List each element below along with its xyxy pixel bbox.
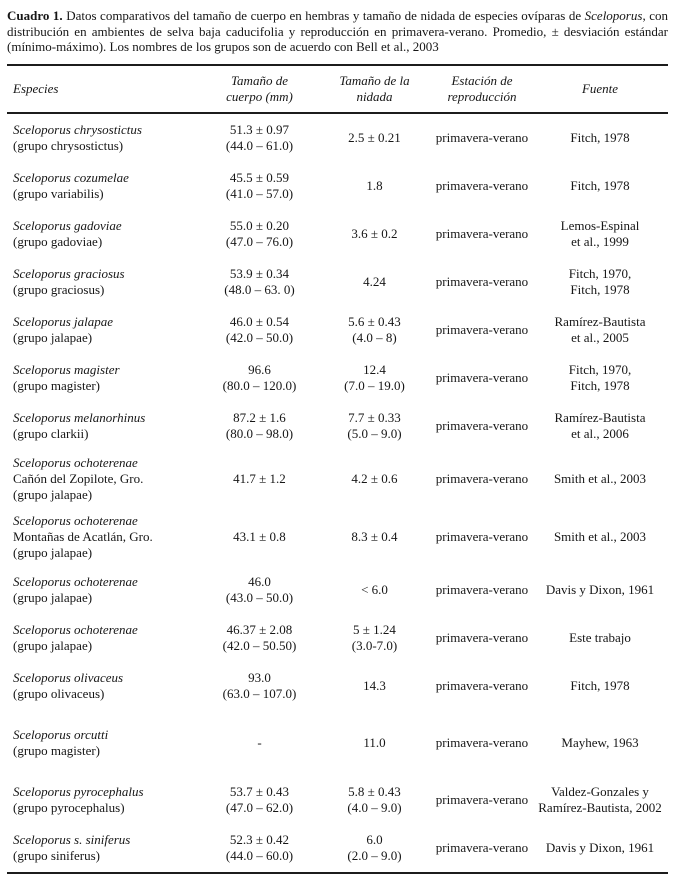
species-name-line [13, 266, 200, 282]
species-name: Sceloporus ochoterenae [13, 621, 138, 637]
clutch-size-cell-line: 1.8 [366, 177, 383, 193]
clutch-size-cell [317, 566, 432, 614]
species-extra-line: (grupo jalapae) [13, 486, 93, 502]
species-cell [7, 450, 202, 508]
clutch-size-cell-line: (7.0 – 19.0) [344, 377, 405, 393]
species-extra-line: (grupo jalapae) [13, 329, 93, 345]
body-size-cell [202, 162, 317, 210]
season-cell: primavera-verano [435, 273, 529, 289]
species-name-line [13, 170, 200, 186]
source-cell [532, 354, 668, 402]
table-row [7, 450, 668, 508]
clutch-size-cell-line: 5.8 ± 0.43 [348, 783, 401, 799]
species-cell [7, 566, 202, 614]
species-extra-line: Cañón del Zopilote, Gro. [13, 470, 144, 486]
clutch-size-cell-line: (3.0-7.0) [351, 637, 398, 653]
source-cell [532, 113, 668, 162]
season-cell: primavera-verano [435, 839, 529, 855]
body-size-cell-line: (42.0 – 50.50) [222, 637, 297, 653]
species-name-line [13, 513, 200, 529]
species-name-line [13, 362, 200, 378]
season-cell: primavera-verano [435, 581, 529, 597]
species-extra-line: (grupo magister) [13, 742, 101, 758]
species-name: Sceloporus chrysostictus [13, 121, 142, 137]
clutch-size-cell-line: 8.3 ± 0.4 [351, 528, 398, 544]
clutch-size-cell-line: 14.3 [363, 677, 386, 693]
clutch-size-cell-line: (4.0 – 8) [352, 329, 397, 345]
source-cell-line: Smith et al., 2003 [553, 470, 647, 486]
clutch-size-cell-line: 3.6 ± 0.2 [351, 225, 398, 241]
source-cell [532, 662, 668, 710]
species-extra-line: Montañas de Acatlán, Gro. [13, 528, 153, 544]
table-row [7, 662, 668, 710]
column-header-fuente [532, 65, 668, 113]
clutch-size-cell-line: 5 ± 1.24 [353, 621, 396, 637]
source-cell [532, 402, 668, 450]
species-name-line [13, 622, 200, 638]
body-size-cell-line: 41.7 ± 1.2 [233, 470, 286, 486]
species-extra-line: (grupo jalapae) [13, 544, 93, 560]
species-name: Sceloporus s. siniferus [13, 831, 131, 847]
column-header-tamano-cuerpo [202, 65, 317, 113]
species-name: Sceloporus orcutti [13, 726, 109, 742]
source-cell [532, 258, 668, 306]
body-size-cell-line: (80.0 – 98.0) [225, 425, 294, 441]
comparative-table [7, 64, 668, 874]
species-cell [7, 824, 202, 873]
season-cell: primavera-verano [435, 417, 529, 433]
body-size-cell-line: (42.0 – 50.0) [225, 329, 294, 345]
body-size-cell-line: (63.0 – 107.0) [222, 685, 297, 701]
source-cell [532, 450, 668, 508]
source-cell-line: Fitch, 1978 [570, 377, 630, 393]
species-name: Sceloporus gadoviae [13, 217, 122, 233]
body-size-cell-line: (47.0 – 62.0) [225, 799, 294, 815]
body-size-cell-line: 46.37 ± 2.08 [226, 621, 293, 637]
season-cell: primavera-verano [435, 129, 529, 145]
species-extra-line: (grupo clarkii) [13, 425, 89, 441]
species-extra-line: (grupo siniferus) [13, 847, 101, 863]
species-cell [7, 776, 202, 824]
species-name: Sceloporus ochoterenae [13, 512, 138, 528]
column-header-line: cuerpo (mm) [226, 88, 293, 104]
source-cell-line: Smith et al., 2003 [553, 528, 647, 544]
season-cell: primavera-verano [435, 225, 529, 241]
table-row [7, 776, 668, 824]
column-header-line: nidada [356, 88, 393, 104]
source-cell-line: et al., 2005 [571, 329, 629, 345]
species-name-line [13, 410, 200, 426]
table-row [7, 824, 668, 873]
table-row [7, 614, 668, 662]
species-name-line [13, 670, 200, 686]
caption-text-1: Datos comparativos del tamaño de cuerpo en hembras y tamaño de nidada de especies ovíparas de [62, 8, 585, 23]
body-size-cell-line: (43.0 – 50.0) [225, 589, 294, 605]
source-cell-line: et al., 1999 [571, 233, 629, 249]
species-cell [7, 508, 202, 566]
body-size-cell [202, 566, 317, 614]
season-cell: primavera-verano [435, 321, 529, 337]
body-size-cell-line: (47.0 – 76.0) [225, 233, 294, 249]
species-name-line [13, 832, 200, 848]
body-size-cell-line: 45.5 ± 0.59 [229, 169, 290, 185]
column-header-line: Fuente [581, 80, 619, 96]
table-row [7, 566, 668, 614]
table-header [7, 65, 668, 113]
species-name: Sceloporus ochoterenae [13, 454, 138, 470]
species-extra-line: (grupo olivaceus) [13, 685, 105, 701]
body-size-cell [202, 113, 317, 162]
clutch-size-cell-line: 5.6 ± 0.43 [348, 313, 401, 329]
clutch-size-cell-line: 4.2 ± 0.6 [351, 470, 398, 486]
source-cell [532, 614, 668, 662]
column-header-line: Tamaño de [231, 72, 288, 88]
body-size-cell [202, 662, 317, 710]
species-name: Sceloporus ochoterenae [13, 573, 138, 589]
source-cell-line: Ramírez-Bautista, 2002 [538, 799, 662, 815]
species-name-line [13, 727, 200, 743]
source-cell-line: Ramírez-Bautista [554, 313, 646, 329]
table-row [7, 210, 668, 258]
body-size-cell-line: (41.0 – 57.0) [225, 185, 294, 201]
table-row [7, 710, 668, 776]
body-size-cell-line: (48.0 – 63. 0) [224, 281, 295, 297]
table-body [7, 113, 668, 873]
season-cell: primavera-verano [435, 677, 529, 693]
species-extra-line: (grupo pyrocephalus) [13, 799, 125, 815]
season-cell: primavera-verano [435, 791, 529, 807]
season-cell: primavera-verano [435, 177, 529, 193]
source-cell-line: Davis y Dixon, 1961 [545, 839, 655, 855]
source-cell-line: Fitch, 1978 [570, 177, 630, 193]
table-row [7, 113, 668, 162]
column-header-line: reproducción [447, 88, 517, 104]
body-size-cell-line: 53.7 ± 0.43 [229, 783, 290, 799]
body-size-cell-line: 46.0 [248, 573, 271, 589]
column-header-tamano-nidada [317, 65, 432, 113]
species-extra-line: (grupo gadoviae) [13, 233, 103, 249]
species-name: Sceloporus cozumelae [13, 169, 129, 185]
body-size-cell-line: 93.0 [248, 669, 271, 685]
season-cell: primavera-verano [435, 470, 529, 486]
source-cell [532, 776, 668, 824]
body-size-cell-line: 53.9 ± 0.34 [229, 265, 290, 281]
body-size-cell [202, 824, 317, 873]
source-cell [532, 566, 668, 614]
season-cell: primavera-verano [435, 734, 529, 750]
clutch-size-cell [317, 662, 432, 710]
season-cell: primavera-verano [435, 369, 529, 385]
species-extra-line: (grupo chrysostictus) [13, 137, 124, 153]
clutch-size-cell [317, 306, 432, 354]
source-cell-line: Fitch, 1978 [570, 129, 630, 145]
body-size-cell [202, 508, 317, 566]
table-row [7, 306, 668, 354]
species-cell [7, 258, 202, 306]
species-name: Sceloporus pyrocephalus [13, 783, 144, 799]
species-extra-line: (grupo magister) [13, 377, 101, 393]
species-cell [7, 614, 202, 662]
body-size-cell [202, 210, 317, 258]
column-header-estacion-reproduccion [432, 65, 532, 113]
clutch-size-cell-line: 4.24 [363, 273, 386, 289]
clutch-size-cell-line: (5.0 – 9.0) [347, 425, 402, 441]
table-row [7, 258, 668, 306]
source-cell [532, 508, 668, 566]
source-cell-line: Mayhew, 1963 [561, 734, 639, 750]
species-cell [7, 162, 202, 210]
clutch-size-cell [317, 210, 432, 258]
source-cell-line: Davis y Dixon, 1961 [545, 581, 655, 597]
species-cell [7, 306, 202, 354]
clutch-size-cell [317, 614, 432, 662]
clutch-size-cell-line: 11.0 [363, 734, 386, 750]
species-name-line [13, 784, 200, 800]
body-size-cell [202, 614, 317, 662]
caption-text-2: , con distribución en ambientes de selva baja caducifolia y reproducción en primavera-verano. Promedio, ± desviación estándar (mínimo-máximo). Los nombres de los grupos son de acuerdo con Bell et al., 2003 [7, 8, 668, 54]
clutch-size-cell [317, 162, 432, 210]
source-cell [532, 162, 668, 210]
source-cell-line: Lemos-Espinal [560, 217, 640, 233]
column-header-line: Especies [13, 80, 59, 96]
table-row [7, 508, 668, 566]
species-name-line [13, 574, 200, 590]
species-name-line [13, 314, 200, 330]
species-cell [7, 402, 202, 450]
season-cell: primavera-verano [435, 629, 529, 645]
body-size-cell-line: - [257, 734, 262, 750]
body-size-cell [202, 450, 317, 508]
species-extra-line: (grupo graciosus) [13, 281, 105, 297]
body-size-cell-line: 96.6 [248, 361, 271, 377]
species-name: Sceloporus magister [13, 361, 120, 377]
source-cell-line: Este trabajo [569, 629, 631, 645]
body-size-cell-line: 46.0 ± 0.54 [229, 313, 290, 329]
body-size-cell-line: 43.1 ± 0.8 [233, 528, 286, 544]
clutch-size-cell [317, 450, 432, 508]
body-size-cell-line: 51.3 ± 0.97 [229, 121, 290, 137]
clutch-size-cell [317, 258, 432, 306]
body-size-cell [202, 402, 317, 450]
clutch-size-cell [317, 710, 432, 776]
header-row [7, 65, 668, 113]
source-cell [532, 824, 668, 873]
body-size-cell-line: 55.0 ± 0.20 [229, 217, 290, 233]
source-cell-line: Fitch, 1978 [570, 677, 630, 693]
species-name-line [13, 218, 200, 234]
species-name-line [13, 455, 200, 471]
table-row [7, 162, 668, 210]
species-name: Sceloporus jalapae [13, 313, 114, 329]
clutch-size-cell [317, 824, 432, 873]
table-row [7, 402, 668, 450]
body-size-cell [202, 258, 317, 306]
table-caption [7, 8, 668, 55]
clutch-size-cell-line: < 6.0 [361, 581, 388, 597]
clutch-size-cell [317, 113, 432, 162]
body-size-cell [202, 776, 317, 824]
body-size-cell [202, 354, 317, 402]
clutch-size-cell [317, 354, 432, 402]
source-cell-line: Fitch, 1970, [568, 361, 632, 377]
species-cell [7, 710, 202, 776]
source-cell-line: Fitch, 1978 [570, 281, 630, 297]
season-cell: primavera-verano [435, 528, 529, 544]
column-header-especies [7, 65, 202, 113]
clutch-size-cell [317, 776, 432, 824]
source-cell-line: et al., 2006 [571, 425, 629, 441]
species-name: Sceloporus graciosus [13, 265, 125, 281]
body-size-cell-line: 52.3 ± 0.42 [229, 831, 290, 847]
clutch-size-cell [317, 508, 432, 566]
caption-genus-italic: Sceloporus [584, 8, 643, 23]
species-cell [7, 662, 202, 710]
species-extra-line: (grupo variabilis) [13, 185, 104, 201]
source-cell-line: Valdez-Gonzales y [551, 783, 649, 799]
clutch-size-cell-line: 2.5 ± 0.21 [348, 129, 401, 145]
source-cell [532, 306, 668, 354]
clutch-size-cell-line: 6.0 [366, 831, 383, 847]
body-size-cell [202, 710, 317, 776]
species-cell [7, 210, 202, 258]
body-size-cell-line: (44.0 – 60.0) [225, 847, 294, 863]
body-size-cell [202, 306, 317, 354]
species-extra-line: (grupo jalapae) [13, 589, 93, 605]
body-size-cell-line: (44.0 – 61.0) [225, 137, 294, 153]
column-header-line: Estación de [451, 72, 513, 88]
source-cell-line: Ramírez-Bautista [554, 409, 646, 425]
body-size-cell-line: 87.2 ± 1.6 [233, 409, 286, 425]
species-name: Sceloporus olivaceus [13, 669, 124, 685]
source-cell [532, 210, 668, 258]
clutch-size-cell-line: (2.0 – 9.0) [347, 847, 402, 863]
clutch-size-cell-line: 7.7 ± 0.33 [348, 409, 401, 425]
source-cell [532, 710, 668, 776]
species-cell [7, 113, 202, 162]
body-size-cell-line: (80.0 – 120.0) [222, 377, 297, 393]
caption-label: Cuadro 1. [7, 8, 63, 23]
clutch-size-cell [317, 402, 432, 450]
species-extra-line: (grupo jalapae) [13, 637, 93, 653]
species-cell [7, 354, 202, 402]
source-cell-line: Fitch, 1970, [568, 265, 632, 281]
species-name-line [13, 122, 200, 138]
clutch-size-cell-line: (4.0 – 9.0) [347, 799, 402, 815]
species-name: Sceloporus melanorhinus [13, 409, 146, 425]
clutch-size-cell-line: 12.4 [363, 361, 386, 377]
column-header-line: Tamaño de la [339, 72, 410, 88]
table-row [7, 354, 668, 402]
